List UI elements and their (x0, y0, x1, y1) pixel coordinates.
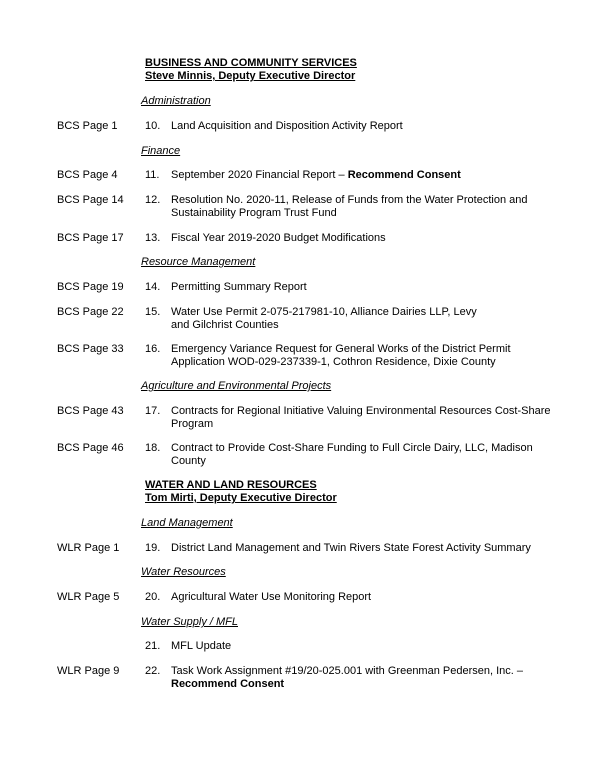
item-text-21: MFL Update (171, 640, 232, 652)
item-text-12-line1: Resolution No. 2020-11, Release of Funds from the Water Protection and (171, 194, 528, 206)
item-text-14: Permitting Summary Report (171, 281, 307, 293)
page-ref-15: BCS Page 22 (57, 306, 124, 318)
item-text-19: District Land Management and Twin Rivers State Forest Activity Summary (171, 542, 531, 554)
item-text-18-line1: Contract to Provide Cost-Share Funding to Full Circle Dairy, LLC, Madison (171, 442, 533, 454)
page-ref-22: WLR Page 9 (57, 665, 120, 677)
item-number-21: 21. (145, 640, 161, 652)
item-number-22: 22. (145, 665, 161, 677)
item-text-10: Land Acquisition and Disposition Activity Report (171, 120, 403, 132)
category-agriculture: Agriculture and Environmental Projects (141, 380, 332, 392)
item-text-11 (171, 169, 551, 182)
item-number-11: 11. (145, 169, 160, 181)
page-ref-18: BCS Page 46 (57, 442, 124, 454)
item-text-12-line2: Sustainability Program Trust Fund (171, 207, 337, 219)
page-ref-20: WLR Page 5 (57, 591, 120, 603)
item-number-14: 14. (145, 281, 161, 293)
category-land-management: Land Management (141, 517, 233, 529)
page-ref-10: BCS Page 1 (57, 120, 118, 132)
item-text-15-line1: Water Use Permit 2-075-217981-10, Alliance Dairies LLP, Levy (171, 306, 477, 318)
item-number-10: 10. (145, 120, 161, 132)
item-text-15-line2: and Gilchrist Counties (171, 319, 279, 331)
item-number-12: 12. (145, 194, 161, 206)
item-number-20: 20. (145, 591, 161, 603)
category-water-supply: Water Supply / MFL (141, 616, 238, 628)
page-ref-12: BCS Page 14 (57, 194, 124, 206)
item-text-13: Fiscal Year 2019-2020 Budget Modifications (171, 232, 386, 244)
item-text-16-line1: Emergency Variance Request for General Works of the District Permit (171, 343, 511, 355)
recommend-consent-label: Recommend Consent (171, 678, 285, 690)
category-resource-management: Resource Management (141, 256, 256, 268)
page-ref-17: BCS Page 43 (57, 405, 124, 417)
item-number-16: 16. (145, 343, 161, 355)
item-text-18-line2: County (171, 455, 206, 467)
page-ref-16: BCS Page 33 (57, 343, 124, 355)
item-number-18: 18. (145, 442, 161, 454)
item-text-16-line2: Application WOD-029-237339-1, Cothron Residence, Dixie County (171, 356, 496, 368)
recommend-consent-label: Recommend Consent (347, 169, 461, 181)
item-number-17: 17. (145, 405, 161, 417)
item-text-17-line1: Contracts for Regional Initiative Valuing Environmental Resources Cost-Share (171, 405, 551, 417)
page-ref-14: BCS Page 19 (57, 281, 124, 293)
section-title-bcs: BUSINESS AND COMMUNITY SERVICES (145, 57, 357, 69)
section-director-bcs: Steve Minnis, Deputy Executive Director (145, 70, 356, 82)
page-ref-11: BCS Page 4 (57, 169, 118, 181)
item-text-22-line1: Task Work Assignment #19/20-025.001 with Greenman Pedersen, Inc. – (171, 665, 523, 677)
section-director-wlr: Tom Mirti, Deputy Executive Director (145, 492, 337, 504)
page-ref-19: WLR Page 1 (57, 542, 120, 554)
item-number-13: 13. (145, 232, 161, 244)
category-water-resources: Water Resources (141, 566, 226, 578)
item-text-11-main: September 2020 Financial Report – (171, 169, 348, 181)
item-text-20: Agricultural Water Use Monitoring Report (171, 591, 372, 603)
category-finance: Finance (141, 145, 181, 157)
item-number-19: 19. (145, 542, 161, 554)
section-title-wlr: WATER AND LAND RESOURCES (145, 479, 317, 491)
item-text-17-line2: Program (171, 418, 214, 430)
item-number-15: 15. (145, 306, 161, 318)
page-ref-13: BCS Page 17 (57, 232, 124, 244)
category-administration: Administration (141, 95, 211, 107)
